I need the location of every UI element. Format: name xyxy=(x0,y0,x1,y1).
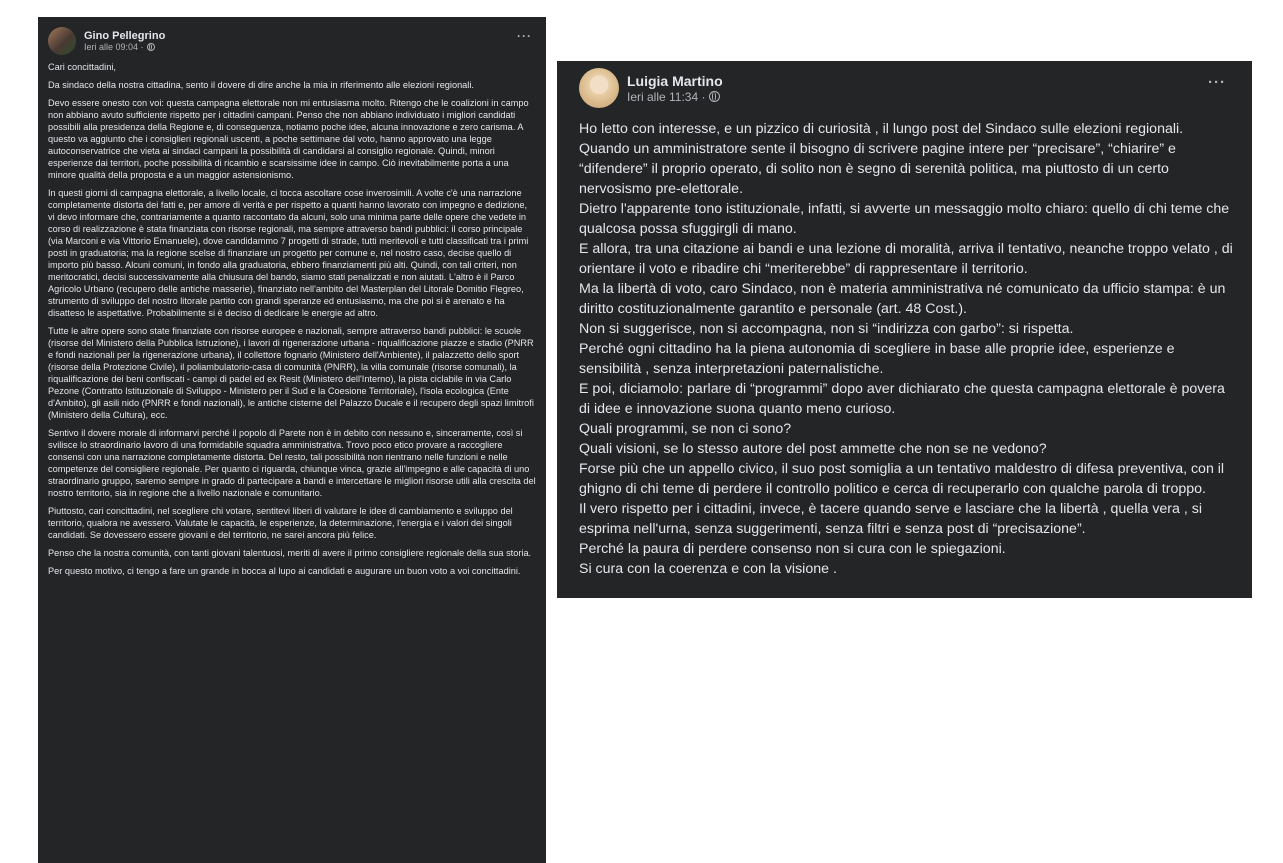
post-timestamp[interactable] xyxy=(84,42,165,52)
avatar[interactable] xyxy=(579,68,619,108)
post-paragraph: Il vero rispetto per i cittadini, invece, è tacere quando serve e lasciare che la libertà , quella vera , si esprima nell'urna, senza suggerimenti, senza filtri e senza post di “precisazione”. xyxy=(579,501,1202,537)
post-paragraph: Si cura con la coerenza e con la visione . xyxy=(579,561,837,577)
author-name[interactable]: Luigia Martino xyxy=(627,72,723,89)
post-paragraph: Piuttosto, cari concittadini, nel scegliere chi votare, sentitevi liberi di valutare le idee di cambiamento e sviluppo del territorio, qualora ne avessero. Valutate le capacità, le esperienze, la determinazione, l'energia e i valori dei singoli candidati. Se dovessero essere giovani e del territorio, ne sarei ancora più felice. xyxy=(48,506,513,540)
post-paragraph: Ma la libertà di voto, caro Sindaco, non è materia amministrativa né comunicato da ufficio stampa: è un diritto costituzionalmente garantito e personale (art. 48 Cost.). xyxy=(579,281,1226,317)
post-paragraph: Forse più che un appello civico, il suo post somiglia a un tentativo maldestro di difesa preventiva, con il ghigno di chi teme di perdere il controllo politico e cerca di recuperarlo con qualche parola di troppo. xyxy=(579,461,1225,497)
post-timestamp[interactable] xyxy=(627,90,723,104)
post-paragraph: Quando un amministratore sente il bisogno di scrivere pagine intere per “precisare”, “chiarire” e “difendere” il proprio operato, di solito non è segno di serenità politica, ma piuttosto di un certo nervosismo pre-elettorale. xyxy=(579,141,1176,197)
facebook-post-reply xyxy=(557,61,1252,598)
globe-icon xyxy=(709,91,720,102)
post-paragraph: In questi giorni di campagna elettorale, a livello locale, ci tocca ascoltare cose inverosimili. A volte c'è una narrazione completamente distorta dei fatti e, per amore di verità e per rispetto a quanti hanno lavorato con impegno e dedizione, vi devo informare che, contrariamente a quanto raccontato da alcuni, solo una minima parte delle opere che vedete in corso di realizzazione è stata finanziata con risorse regionali, ma sempre attraverso bandi pubblici: il corso principale (via Marconi e via Vittorio Emanuele), dove candidammo 7 progetti di strade, tutti meritevoli e tutti classificati tra i primi posti in graduatoria; ma la regione scelse di finanziare un progetto per comune e, nel nostro caso, decise quello di importo più basso. Alcuni comuni, in fondo alla graduatoria, ebbero finanziamenti più alti. Quindi, con tali criteri, non meritocratici, decisi successivamente alla chiusura del bando, siamo stati penalizzati e non aiutati. L'altro è il Parco Agricolo Urbano (recupero delle antiche masserie), finanziato nell'ambito del Masterplan del Litorale Domitio Flegreo, strumento di sviluppo del nostro litorale partito con grandi speranze ed entusiasmo, ma che poi si è arenato e ha disatteso le aspettative. Probabilmente si è deciso di dedicare le energie ad altro. xyxy=(48,188,529,318)
more-options-icon[interactable]: ··· xyxy=(1208,74,1226,91)
post-paragraph: Dietro l'apparente tono istituzionale, infatti, si avverte un messaggio molto chiaro: quello di chi teme che qualcosa possa sfuggirgli di mano. xyxy=(579,201,1230,237)
post-body xyxy=(48,61,536,577)
more-options-icon[interactable]: ··· xyxy=(517,29,532,43)
post-paragraph: E poi, diciamolo: parlare di “programmi” dopo aver dichiarato che questa campagna elettorale è povera di idee e innovazione suona quanto meno curioso. xyxy=(579,381,1225,417)
post-paragraph: Penso che la nostra comunità, con tanti giovani talentuosi, meriti di avere il primo consigliere regionale della sua storia. xyxy=(48,548,532,558)
post-paragraph: Quali programmi, se non ci sono? xyxy=(579,421,792,437)
facebook-post-mayor xyxy=(38,17,546,863)
post-paragraph: Perché ogni cittadino ha la piena autonomia di scegliere in base alle proprie idee, esperienze e sensibilità , senza interpretazioni paternalistiche. xyxy=(579,341,1175,377)
avatar[interactable] xyxy=(48,27,76,55)
post-paragraph: Per questo motivo, ci tengo a fare un grande in bocca al lupo ai candidati e augurare un buon voto a voi concittadini. xyxy=(48,566,521,576)
timestamp-text[interactable]: Ieri alle 11:34 · xyxy=(627,89,706,104)
post-paragraph: Devo essere onesto con voi: questa campagna elettorale non mi entusiasma molto. Ritengo che le coalizioni in campo non abbiano avuto sufficiente rispetto per i cittadini campani. Penso che non abbiano individuato i migliori candidati possibili alla presidenza della Regione e, di conseguenza, notiamo poche idee, alcuna innovazione e zero carisma. A questo va aggiunto che i consiglieri regionali uscenti, a poche settimane dal voto, hanno approvato una legge autoconservatrice che vieta ai sindaci campani la possibilità di candidarsi al consiglio regionale. Quindi, minori esperienze dai territori, poche possibilità di ricambio e scarsissime idee in campo. Ciò inevitabilmente porta a una minore qualità della proposta e a un maggior astensionismo. xyxy=(48,98,529,180)
post-paragraph: Perché la paura di perdere consenso non si cura con le spiegazioni. xyxy=(579,541,1006,557)
post-paragraph: Da sindaco della nostra cittadina, sento il dovere di dire anche la mia in riferimento alle elezioni regionali. xyxy=(48,80,474,90)
author-name[interactable]: Gino Pellegrino xyxy=(84,30,166,42)
timestamp-text[interactable]: Ieri alle 09:04 · xyxy=(84,42,144,52)
post-meta xyxy=(627,73,723,104)
post-header xyxy=(579,68,1238,108)
post-paragraph: E allora, tra una citazione ai bandi e una lezione di moralità, arriva il tentativo, neanche troppo velato , di orientare il voto e ribadire chi “meriterebbe” di rappresentare il territorio. xyxy=(579,241,1233,277)
post-paragraph: Quali visioni, se lo stesso autore del post ammette che non se ne vedono? xyxy=(579,441,1047,457)
post-paragraph: Tutte le altre opere sono state finanziate con risorse europee e nazionali, sempre attraverso bandi pubblici: le scuole (risorse del Ministero della Pubblica Istruzione), i lavori di rigenerazione urbana - riqualificazione piazze e stadio (PNRR e fondi nazionali per la rigenerazione urbana), il collettore fognario (Ministero dell'Ambiente), il palazzetto dello sport (risorse della Protezione Civile), il poliambulatorio-casa di comunità (PNRR), la villa comunale (risorse comunali), la riqualificazione dei beni confiscati - campi di padel ed ex Resit (Ministero dell'Interno), la pista ciclabile in via Carlo Pezone (Contratto Istituzionale di Sviluppo - Ministero per il Sud e la Coesione Territoriale), l'isola ecologica (Ente d'Ambito), gli asili nido (PNRR e fondi nazionali), le antiche cisterne del Palazzo Ducale e il recupero degli spazi limitrofi (Ministero della Cultura), ecc. xyxy=(48,326,534,420)
post-body xyxy=(579,119,1238,579)
post-meta xyxy=(84,30,165,52)
post-paragraph: Sentivo il dovere morale di informarvi perché il popolo di Parete non è in debito con nessuno e, sinceramente, così si svilisce lo straordinario lavoro di una formidabile squadra amministrativa. Trovo poco etico provare a raccogliere consensi con una narrazione completamente distorta. Del resto, tali possibilità non rientrano nelle funzioni e nelle competenze del consigliere regionale. Per quanto ci riguarda, chiunque vinca, grazie all'impegno e alle capacità di uno straordinario gruppo, saremo sempre in grado di partecipare a bandi e intercettare le migliori risorse utili alla crescita del nostro territorio, sia in regione che a livello nazionale e comunitario. xyxy=(48,428,536,498)
post-paragraph: Ho letto con interesse, e un pizzico di curiosità , il lungo post del Sindaco sulle elezioni regionali. xyxy=(579,121,1184,137)
post-paragraph: Cari concittadini, xyxy=(48,62,116,72)
post-paragraph: Non si suggerisce, non si accompagna, non si “indirizza con garbo”: si rispetta. xyxy=(579,321,1074,337)
globe-icon xyxy=(147,43,155,51)
post-header xyxy=(48,27,536,55)
